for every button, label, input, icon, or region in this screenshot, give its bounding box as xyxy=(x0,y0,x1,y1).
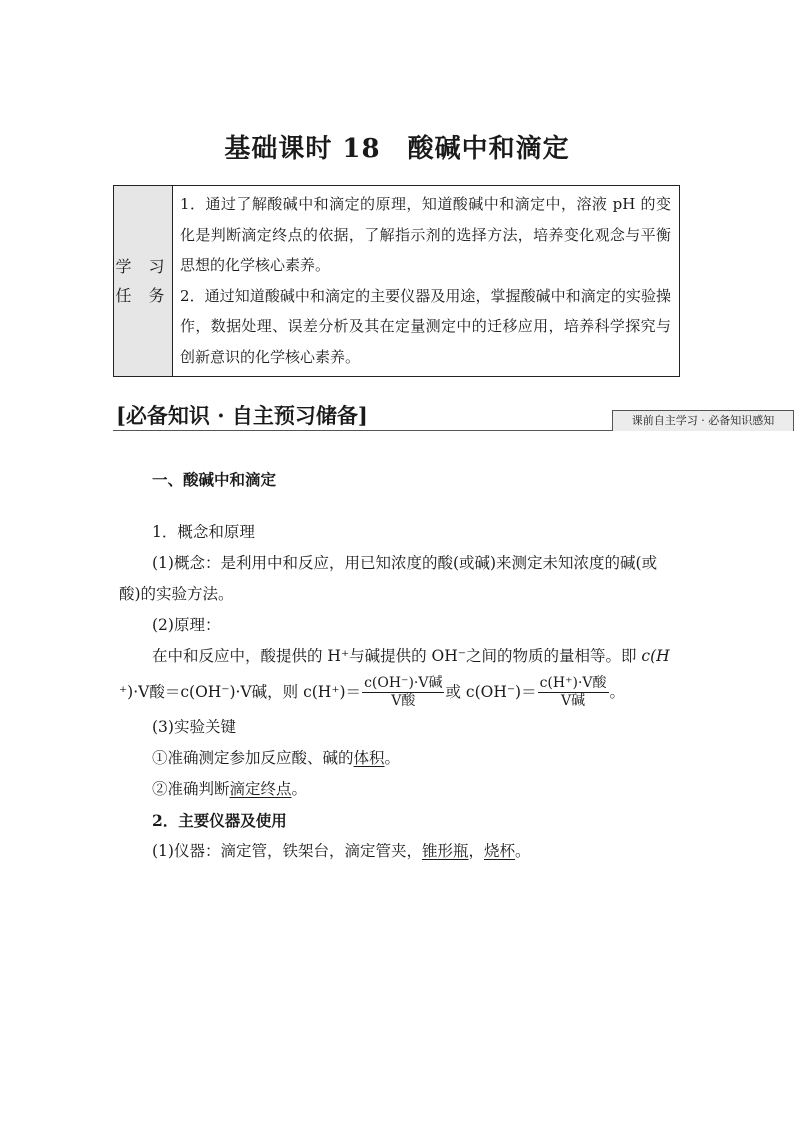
instrument-beaker: 烧杯 xyxy=(484,842,516,860)
goal-item-2: 2．通过知道酸碱中和滴定的主要仪器及用途，掌握酸碱中和滴定的实验操作，数据处理、误差分析及其在定量测定中的迁移应用，培养科学探究与创新意识的化学核心素养。 xyxy=(180,286,671,366)
formula-end: 。 xyxy=(609,682,626,701)
main-content xyxy=(119,464,682,867)
section-title: [必备知识 · 自主预习储备] xyxy=(116,403,368,428)
principle-text xyxy=(152,641,682,672)
key-item-2-answer: 滴定终点 xyxy=(229,780,292,798)
fraction-2-denominator: V碱 xyxy=(560,692,586,709)
formula-line xyxy=(119,672,682,712)
concept-text: (1)概念：是利用中和反应，用已知浓度的酸(或碱)来测定未知浓度的碱(或 xyxy=(152,554,658,572)
principle-label: (2)原理： xyxy=(152,616,221,634)
key-item-1 xyxy=(152,743,682,774)
formula-mid: 或 c(OH⁻)＝ xyxy=(445,682,537,701)
instruments-end: 。 xyxy=(515,842,531,860)
learning-goals-table xyxy=(113,185,680,377)
formula-part1: ⁺)·V酸＝c(OH⁻)·V碱，则 c(H⁺)＝ xyxy=(119,682,362,701)
key-item-1-end: 。 xyxy=(384,749,401,767)
key-item-2-text: ②准确判断 xyxy=(152,780,230,798)
fraction-2 xyxy=(538,675,609,710)
key-label: (3)实验关键 xyxy=(152,718,236,736)
key-item-2 xyxy=(152,774,682,805)
goal-item-1: 1．通过了解酸碱中和滴定的原理，知道酸碱中和滴定中，溶液 pH 的变化是判断滴定终点的依据，了解指示剂的选择方法，培养变化观念与平衡思想的化学核心素养。 xyxy=(180,195,671,274)
goals-label-cell xyxy=(114,186,173,376)
subheading-concept: 1．概念和原理 xyxy=(152,523,255,541)
key-item-1-text: ①准确测定参加反应酸、碱的 xyxy=(152,749,354,767)
fraction-1-numerator: c(OH⁻)·V碱 xyxy=(364,674,443,691)
instruments-text xyxy=(152,836,682,867)
instruments-lead: (1)仪器：滴定管，铁架台，滴定管夹， xyxy=(152,842,422,860)
goals-body xyxy=(173,186,679,376)
section-tag: 课前自主学习 · 必备知识感知 xyxy=(612,410,794,431)
formula-lead: c(H xyxy=(641,647,670,665)
heading-acid-base-titration: 一、酸碱中和滴定 xyxy=(152,470,277,489)
fraction-1-denominator: V酸 xyxy=(391,692,416,709)
instruments-sep: ， xyxy=(468,842,484,860)
subheading-instruments: 2．主要仪器及使用 xyxy=(152,811,287,830)
principle-sentence: 在中和反应中，酸提供的 H⁺与碱提供的 OH⁻之间的物质的量相等。即 xyxy=(152,647,637,665)
concept-text-cont: 酸)的实验方法。 xyxy=(119,585,234,603)
section-banner xyxy=(113,400,794,431)
instrument-flask: 锥形瓶 xyxy=(421,842,469,860)
fraction-1 xyxy=(362,675,444,710)
page-title: 基础课时 18 酸碱中和滴定 xyxy=(224,134,570,164)
key-item-2-end: 。 xyxy=(291,780,308,798)
goals-label: 学 习 任 务 xyxy=(115,257,171,305)
fraction-2-numerator: c(H⁺)·V酸 xyxy=(539,674,607,691)
key-item-1-answer: 体积 xyxy=(353,749,385,767)
